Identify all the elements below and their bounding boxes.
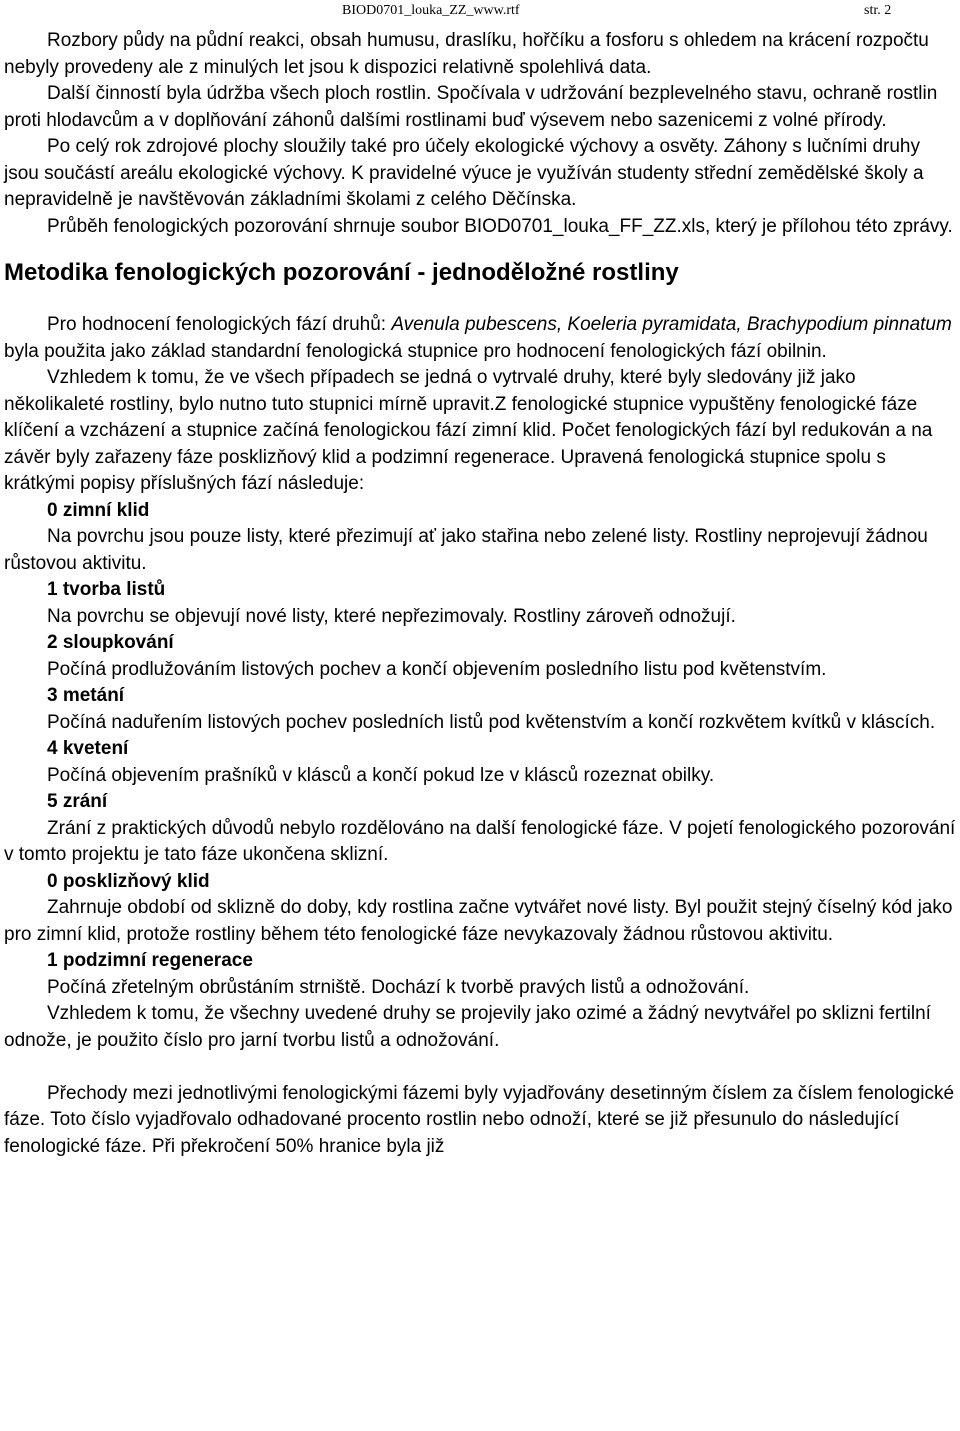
closing-paragraph-1: Vzhledem k tomu, že všechny uvedené druhy se projevily jako ozimé a žádný nevytvářel po sklizni fertilní odnože, je použito číslo pro jarní tvorbu listů a odnožování. [4, 1003, 931, 1051]
phase-description: Zahrnuje období od sklizně do doby, kdy rostlina začne vytvářet nové listy. Byl použit stejný číselný kód jako pro zimní klid, protože rostliny během této fenologické fáze nevykazovaly žádnou růstovou aktivitu. [4, 897, 953, 945]
phase-title: 0 posklizňový klid [47, 870, 210, 892]
phase-title: 3 metání [47, 685, 125, 706]
method-paragraph-1 [4, 312, 960, 365]
method-paragraph-2: Vzhledem k tomu, že ve všech případech se jedná o vytrvalé druhy, které byly sledovány již jako několikaleté rostliny, bylo nutno tuto stupnici mírně upravit.Z fenologické stupnice vypuštěny fenologické fáze klíčení a vzcházení a stupnice začíná fenologickou fází zimní klid. Počet fenologických fází byl redukován a na závěr byly zařazeny fáze posklizňový klid a podzimní regenerace. Upravená fenologická stupnice spolu s krátkými popisy příslušných fází následuje: [4, 367, 933, 494]
document-body [4, 28, 960, 1160]
intro-paragraph-3: Po celý rok zdrojové plochy sloužily také pro účely ekologické výchovy a osvěty. Záhony s lučními druhy jsou součástí areálu ekologické výchovy. K pravidelné výuce je využíván studenty střední zemědělské školy a nepravidelně je navštěvován základními školami z celého Děčínska. [4, 136, 924, 210]
header-page-number: str. 2 [864, 3, 892, 18]
phase-description: Na povrchu se objevují nové listy, které nepřezimovaly. Rostliny zároveň odnožují. [47, 605, 736, 627]
phase-description: Zrání z praktických důvodů nebylo rozdělováno na další fenologické fáze. V pojetí fenologického pozorování v tomto projektu je tato fáze ukončena sklizní. [4, 817, 956, 865]
method-paragraph-1-end: byla použita jako základ standardní fenologická stupnice pro hodnocení fenologických fází obilnin. [4, 340, 827, 362]
intro-paragraph-1: Rozbory půdy na půdní reakci, obsah humusu, draslíku, hořčíku a fosforu s ohledem na krácení rozpočtu nebyly provedeny ale z minulých let jsou k dispozici relativně spolehlivá data. [4, 30, 929, 78]
phase-title: 2 sloupkování [47, 632, 174, 653]
phase-title: 1 tvorba listů [47, 579, 166, 600]
phase-description: Počíná naduřením listových pochev posledních listů pod květenstvím a končí rozkvětem kvítků v kláscích. [47, 711, 936, 733]
phase-description: Počíná objevením prašníků v klásců a končí pokud lze v klásců rozeznat obilky. [47, 764, 715, 786]
phase-description: Počíná zřetelným obrůstáním strniště. Dochází k tvorbě pravých listů a odnožování. [47, 976, 750, 998]
phase-description: Na povrchu jsou pouze listy, které přezimují ať jako stařina nebo zelené listy. Rostliny neprojevují žádnou růstovou aktivitu. [4, 526, 928, 574]
intro-paragraph-4: Průběh fenologických pozorování shrnuje soubor BIOD0701_louka_FF_ZZ.xls, který je přílohou této zprávy. [47, 215, 953, 237]
species-names: Avenula pubescens, Koeleria pyramidata, Brachypodium pinnatum [391, 314, 952, 335]
closing-paragraph-2: Přechody mezi jednotlivými fenologickými fázemi byly vyjadřovány desetinným číslem za číslem fenologické fáze. Toto číslo vyjadřovalo odhadované procento rostlin nebo odnoží, které se již přesunulo do následující fenologické fáze. Při překročení 50% hranice byla již [4, 1082, 955, 1157]
intro-paragraph-2: Další činností byla údržba všech ploch rostlin. Spočívala v udržování bezplevelného stavu, ochraně rostlin proti hlodavcům a v doplňování záhonů dalšími rostlinami buď výsevem nebo sazenicemi z volné přírody. [4, 83, 938, 131]
section-heading: Metodika fenologických pozorování - jednoděložné rostliny [4, 259, 679, 286]
phase-title: 1 podzimní regenerace [47, 950, 253, 971]
phase-title: 5 zrání [47, 791, 108, 812]
phase-description: Počíná prodlužováním listových pochev a končí objevením posledního listu pod květenstvím. [47, 658, 827, 680]
header-filename: BIOD0701_louka_ZZ_www.rtf [342, 3, 520, 18]
phase-title: 0 zimní klid [47, 499, 150, 521]
method-paragraph-1-start: Pro hodnocení fenologických fází druhů: [47, 314, 392, 335]
phase-title: 4 kvetení [47, 738, 129, 759]
